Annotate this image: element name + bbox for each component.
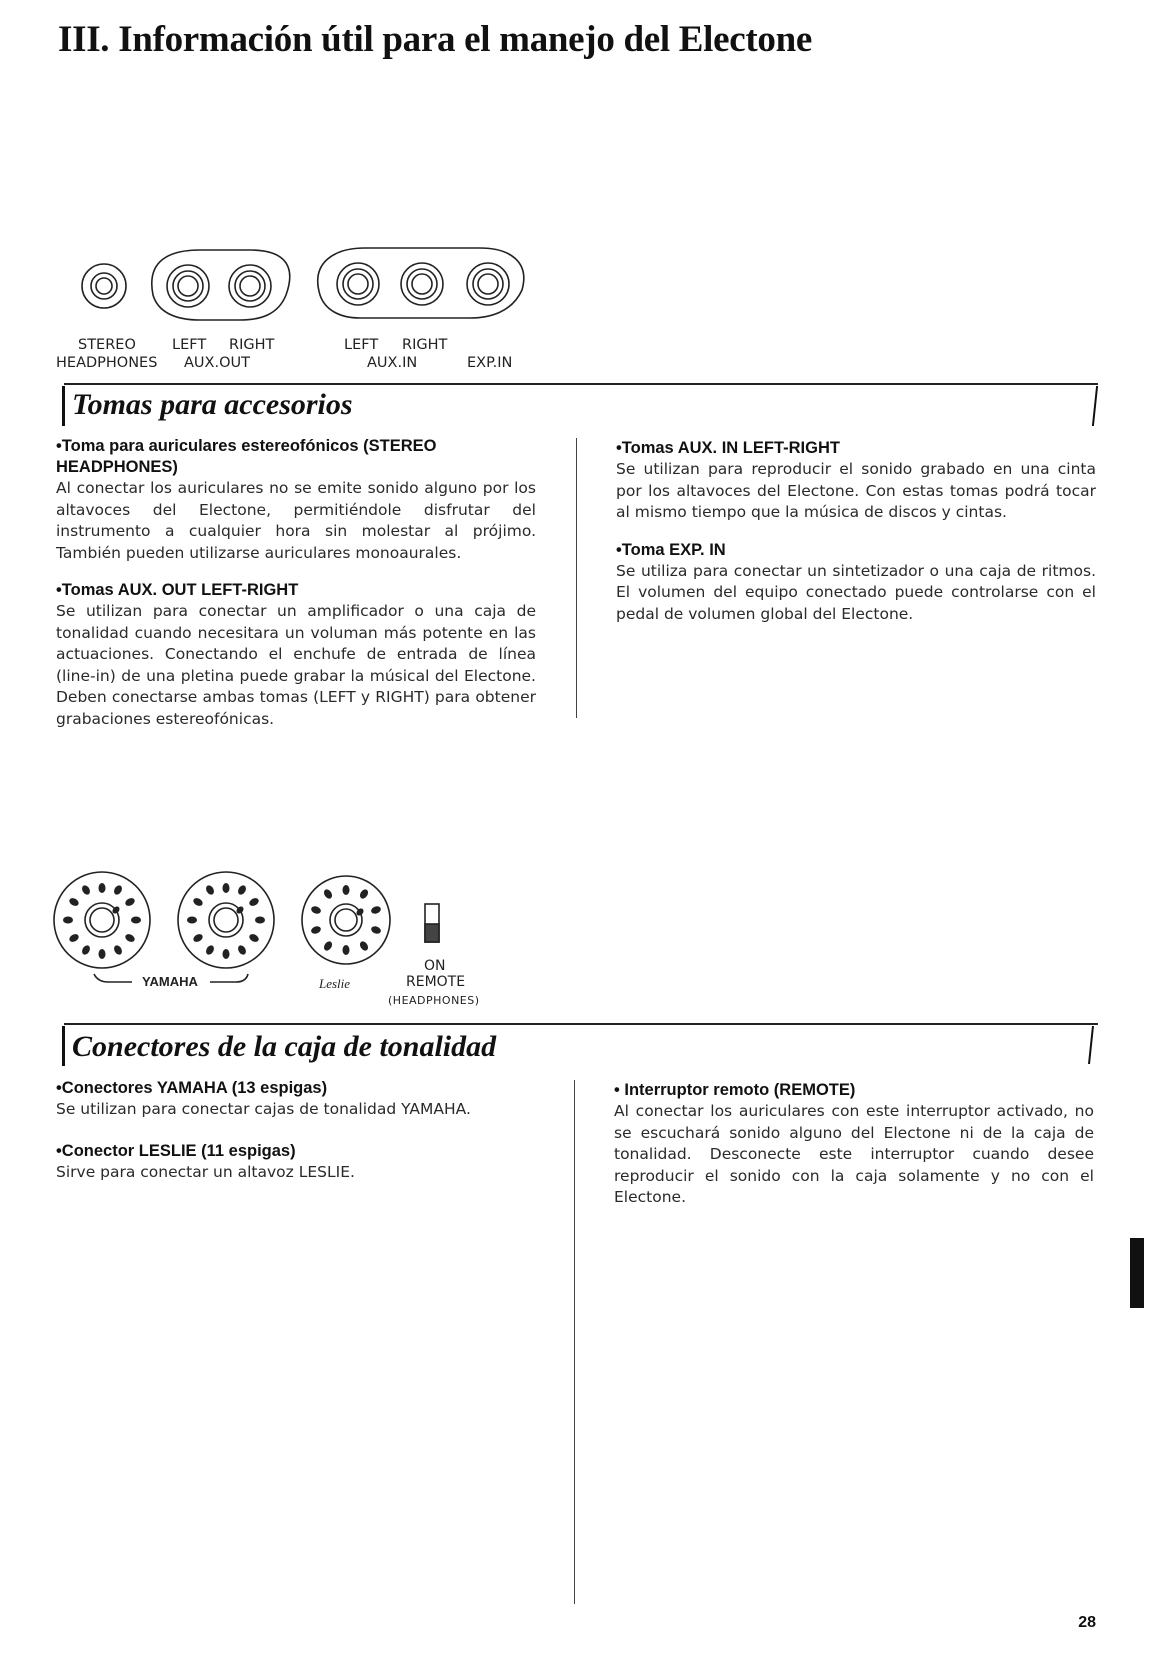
thumb-tab bbox=[1130, 1238, 1144, 1308]
column-divider bbox=[574, 1080, 575, 1604]
item-yamaha-connectors bbox=[56, 1078, 536, 1121]
aux-out-jacks-icon bbox=[152, 250, 290, 320]
item-body: Se utilizan para conectar un amplificador o una caja de tonalidad cuando necesitara un voluman más potente en las actuaciones. Conectando el enchufe de entrada de línea (line-in) de una pletina puede grabar la músical del Electone. Deben conectarse ambas tomas (LEFT y RIGHT) para obtener grabaciones estereofónicas. bbox=[56, 602, 536, 728]
jack-panel-illustration bbox=[60, 240, 540, 330]
item-exp-in bbox=[616, 540, 1096, 626]
section-bracket-right bbox=[1092, 386, 1098, 426]
aux-in-exp-in-jacks-icon bbox=[318, 248, 524, 318]
item-body: Al conectar los auriculares con este interruptor activado, no se escuchará sonido alguno del Electone ni de la caja de tonalidad. Desconecte este interruptor cuando desee reproducir el sonido con la caja solamente y no con el Electone. bbox=[614, 1102, 1094, 1206]
label-exp-in: EXP.IN bbox=[467, 355, 513, 371]
label-aux-in-left: LEFT bbox=[344, 337, 379, 353]
item-body: Sirve para conectar un altavoz LESLIE. bbox=[56, 1162, 355, 1181]
item-title: •Toma EXP. IN bbox=[616, 540, 726, 559]
item-leslie-connector bbox=[56, 1141, 536, 1184]
page-title: III. Información útil para el manejo del Electone bbox=[58, 19, 813, 60]
label-on: ON bbox=[424, 958, 446, 974]
accessories-left-column bbox=[56, 436, 536, 746]
accessories-right-column bbox=[616, 438, 1096, 641]
section-bracket-left bbox=[62, 1026, 65, 1066]
item-title: •Tomas AUX. OUT LEFT-RIGHT bbox=[56, 581, 299, 599]
item-title: •Toma para auriculares estereofónicos (STEREO HEADPHONES) bbox=[56, 437, 437, 476]
section-bracket-right bbox=[1088, 1026, 1094, 1064]
item-body: Se utiliza para conectar un sintetizador o una caja de ritmos. El volumen del equipo conectado puede controlarse con el pedal de volumen global del Electone. bbox=[616, 561, 1096, 623]
label-remote: REMOTE bbox=[406, 974, 466, 990]
item-body: Se utilizan para conectar cajas de tonalidad YAMAHA. bbox=[56, 1100, 471, 1118]
item-aux-in bbox=[616, 438, 1096, 524]
label-aux-in-right: RIGHT bbox=[402, 337, 448, 353]
item-body: Al conectar los auriculares no se emite sonido alguno por los altavoces del Electone, permitiéndole disfrutar del instrumento a cualquier hora sin molestar al prójimo. También pueden utilizarse auriculares monoaurales. bbox=[56, 479, 536, 562]
item-body: Se utilizan para reproducir el sonido grabado en una cinta por los altavoces del Electone. Con estas tomas podrá tocar al mismo tiempo que la música de discos y cintas. bbox=[616, 460, 1096, 521]
page-number: 28 bbox=[1078, 1614, 1096, 1631]
section-rule bbox=[64, 1023, 1098, 1025]
label-headphones: HEADPHONES bbox=[56, 355, 158, 371]
label-remote-headphones: (HEADPHONES) bbox=[388, 994, 480, 1007]
item-title: •Conector LESLIE (11 espigas) bbox=[56, 1141, 296, 1160]
label-stereo: STEREO bbox=[78, 337, 136, 353]
connector-pins bbox=[63, 883, 382, 959]
column-divider bbox=[576, 438, 577, 718]
remote-switch-icon bbox=[425, 904, 439, 942]
item-title: •Conectores YAMAHA (13 espigas) bbox=[56, 1079, 328, 1097]
item-stereo-headphones bbox=[56, 436, 536, 564]
connectors-left-column bbox=[56, 1078, 536, 1199]
stereo-headphones-jack-icon bbox=[82, 264, 126, 308]
item-title: •Tomas AUX. IN LEFT-RIGHT bbox=[616, 439, 840, 457]
label-aux-out-right: RIGHT bbox=[229, 337, 275, 353]
label-yamaha: YAMAHA bbox=[142, 974, 198, 989]
label-aux-out: AUX.OUT bbox=[184, 355, 250, 371]
item-aux-out bbox=[56, 580, 536, 730]
section-heading-connectors: Conectores de la caja de tonalidad bbox=[72, 1030, 497, 1063]
section-bracket-left bbox=[62, 386, 65, 426]
label-leslie: Leslie bbox=[319, 976, 351, 991]
label-aux-out-left: LEFT bbox=[172, 337, 207, 353]
section-heading-accessories: Tomas para accesorios bbox=[72, 388, 353, 421]
item-title: • Interruptor remoto (REMOTE) bbox=[614, 1081, 856, 1099]
label-aux-in: AUX.IN bbox=[367, 355, 418, 371]
item-remote-switch bbox=[614, 1080, 1094, 1209]
connectors-right-column bbox=[614, 1080, 1094, 1225]
section-rule bbox=[64, 383, 1098, 385]
